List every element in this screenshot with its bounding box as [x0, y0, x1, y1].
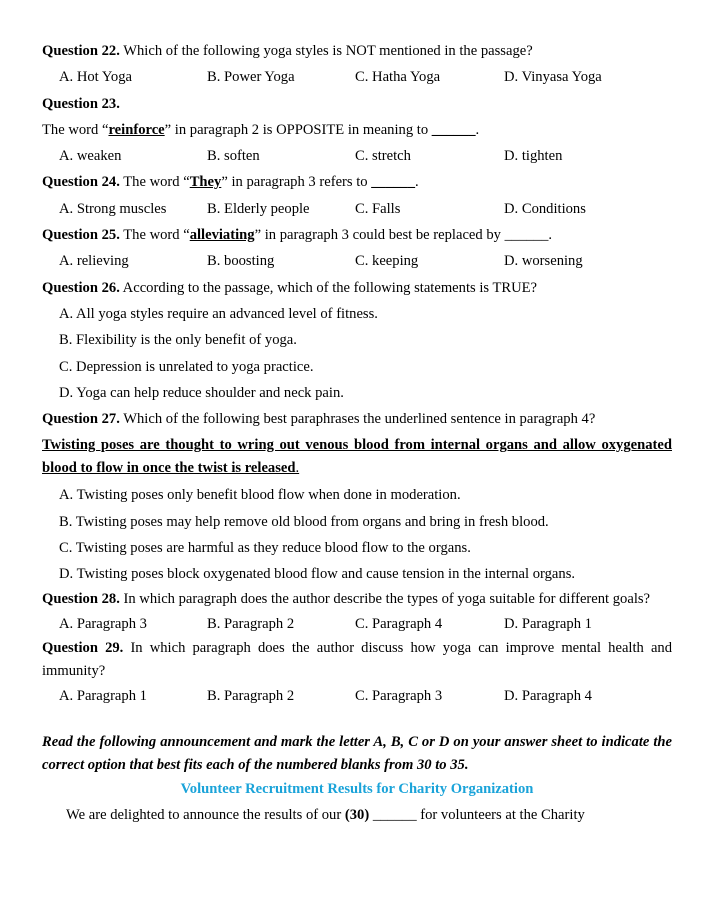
option-b: B. soften [207, 148, 260, 165]
question-text: According to the passage, which of the following statements is TRUE? [119, 279, 538, 296]
announcement-paragraph [42, 802, 672, 828]
stem-text: ” in paragraph 3 could best be replaced by [254, 227, 505, 244]
question-22 [42, 38, 672, 64]
stem-end: . [415, 174, 419, 191]
question-label: Question 24. [42, 174, 120, 191]
question-29 [42, 637, 672, 683]
options-row [42, 143, 672, 169]
stem-text: The word “ [119, 227, 190, 244]
question-text: Which of the following yoga styles is NOT mentioned in the passage? [119, 43, 533, 59]
answer-blank: ______ [431, 121, 476, 138]
option-a: A. Hot Yoga [59, 69, 132, 86]
option-a: A. Paragraph 1 [59, 687, 147, 704]
underlined-sentence [42, 434, 672, 480]
answer-blank: ______ [371, 174, 416, 191]
paragraph-text: We are delighted to announce the results of our [66, 807, 345, 824]
stem-text: The word “ [42, 121, 109, 138]
option-a: A. All yoga styles require an advanced level of fitness. [59, 305, 378, 322]
question-text: In which paragraph does the author describe the types of yoga suitable for different goals? [119, 590, 651, 607]
question-23-stem [42, 117, 672, 143]
question-28 [42, 588, 672, 611]
option-c: C. stretch [355, 148, 411, 165]
stem-text: The word “ [119, 174, 190, 191]
target-word: alleviating [189, 227, 255, 244]
question-label: Question 23. [42, 95, 120, 112]
question-label: Question 26. [42, 279, 120, 296]
options-row [42, 683, 672, 709]
exam-page [42, 38, 672, 828]
option-a: A. Strong muscles [59, 200, 167, 217]
option-c: C. Paragraph 4 [355, 615, 443, 632]
target-word: reinforce [108, 121, 165, 138]
options-row [42, 196, 672, 222]
option-d: D. Paragraph 4 [504, 687, 592, 704]
option-c: C. Twisting poses are harmful as they reduce blood flow to the organs. [59, 540, 471, 557]
option-c: C. Falls [355, 200, 401, 217]
option-b: B. Flexibility is the only benefit of yoga. [59, 332, 297, 349]
answer-blank: ______ [369, 807, 421, 824]
stem-text: ” in paragraph 3 refers to [221, 174, 372, 191]
question-label: Question 22. [42, 43, 120, 59]
question-24 [42, 169, 672, 195]
announcement-title: Volunteer Recruitment Results for Charity Organization [180, 781, 534, 798]
option-a: A. weaken [59, 148, 122, 165]
option-c: C. Depression is unrelated to yoga practice. [59, 358, 314, 375]
stem-end: . [548, 227, 553, 244]
option-b: B. Elderly people [207, 200, 310, 217]
option-a: A. Twisting poses only benefit blood flow when done in moderation. [59, 487, 461, 504]
stem-end: . [475, 121, 480, 138]
option-c: C. Paragraph 3 [355, 687, 443, 704]
paragraph-text: for volunteers at the Charity [420, 807, 585, 824]
option-d: D. Twisting poses block oxygenated blood flow and cause tension in the internal organs. [59, 566, 576, 583]
question-25 [42, 222, 672, 248]
option-a: A. Paragraph 3 [59, 615, 147, 632]
option-c: C. keeping [355, 253, 419, 270]
question-text: Which of the following best paraphrases the underlined sentence in paragraph 4? [119, 411, 596, 428]
option-c: C. Hatha Yoga [355, 69, 441, 86]
option-a: A. relieving [59, 253, 129, 270]
option-d: D. tighten [504, 148, 563, 165]
question-23 [42, 91, 672, 117]
question-26 [42, 275, 672, 301]
option-b: B. Power Yoga [207, 69, 295, 86]
question-27 [42, 406, 672, 432]
sentence-end: . [295, 460, 300, 477]
option-b: B. Paragraph 2 [207, 687, 295, 704]
answer-blank: ______ [504, 227, 549, 244]
options-row [42, 64, 672, 90]
target-word: They [189, 174, 222, 191]
option-b: B. boosting [207, 253, 275, 270]
option-d: D. Conditions [504, 200, 586, 217]
blank-number: (30) [344, 807, 370, 824]
option-d: D. Vinyasa Yoga [504, 69, 602, 86]
option-d: D. Paragraph 1 [504, 615, 592, 632]
option-d: D. Yoga can help reduce shoulder and neck pain. [59, 384, 344, 401]
option-b: B. Twisting poses may help remove old blood from organs and bring in fresh blood. [59, 513, 549, 530]
stem-text: ” in paragraph 2 is OPPOSITE in meaning to [164, 121, 432, 138]
options-row [42, 248, 672, 274]
question-label: Question 29. [42, 639, 124, 656]
section-instruction: Read the following announcement and mark the letter A, B, C or D on your answer sheet to indicate the correct option that best fits each of the numbered blanks from 30 to 35. [42, 734, 672, 774]
sentence-text: Twisting poses are thought to wring out venous blood from internal organs and allow oxygenated blood to flow in once the twist is released [42, 437, 672, 477]
option-d: D. worsening [504, 253, 583, 270]
question-label: Question 25. [42, 227, 120, 244]
question-label: Question 27. [42, 411, 120, 428]
question-text: In which paragraph does the author discuss how yoga can improve mental health and immunity? [42, 639, 673, 679]
options-row [42, 611, 672, 637]
question-label: Question 28. [42, 590, 120, 607]
option-b: B. Paragraph 2 [207, 615, 295, 632]
